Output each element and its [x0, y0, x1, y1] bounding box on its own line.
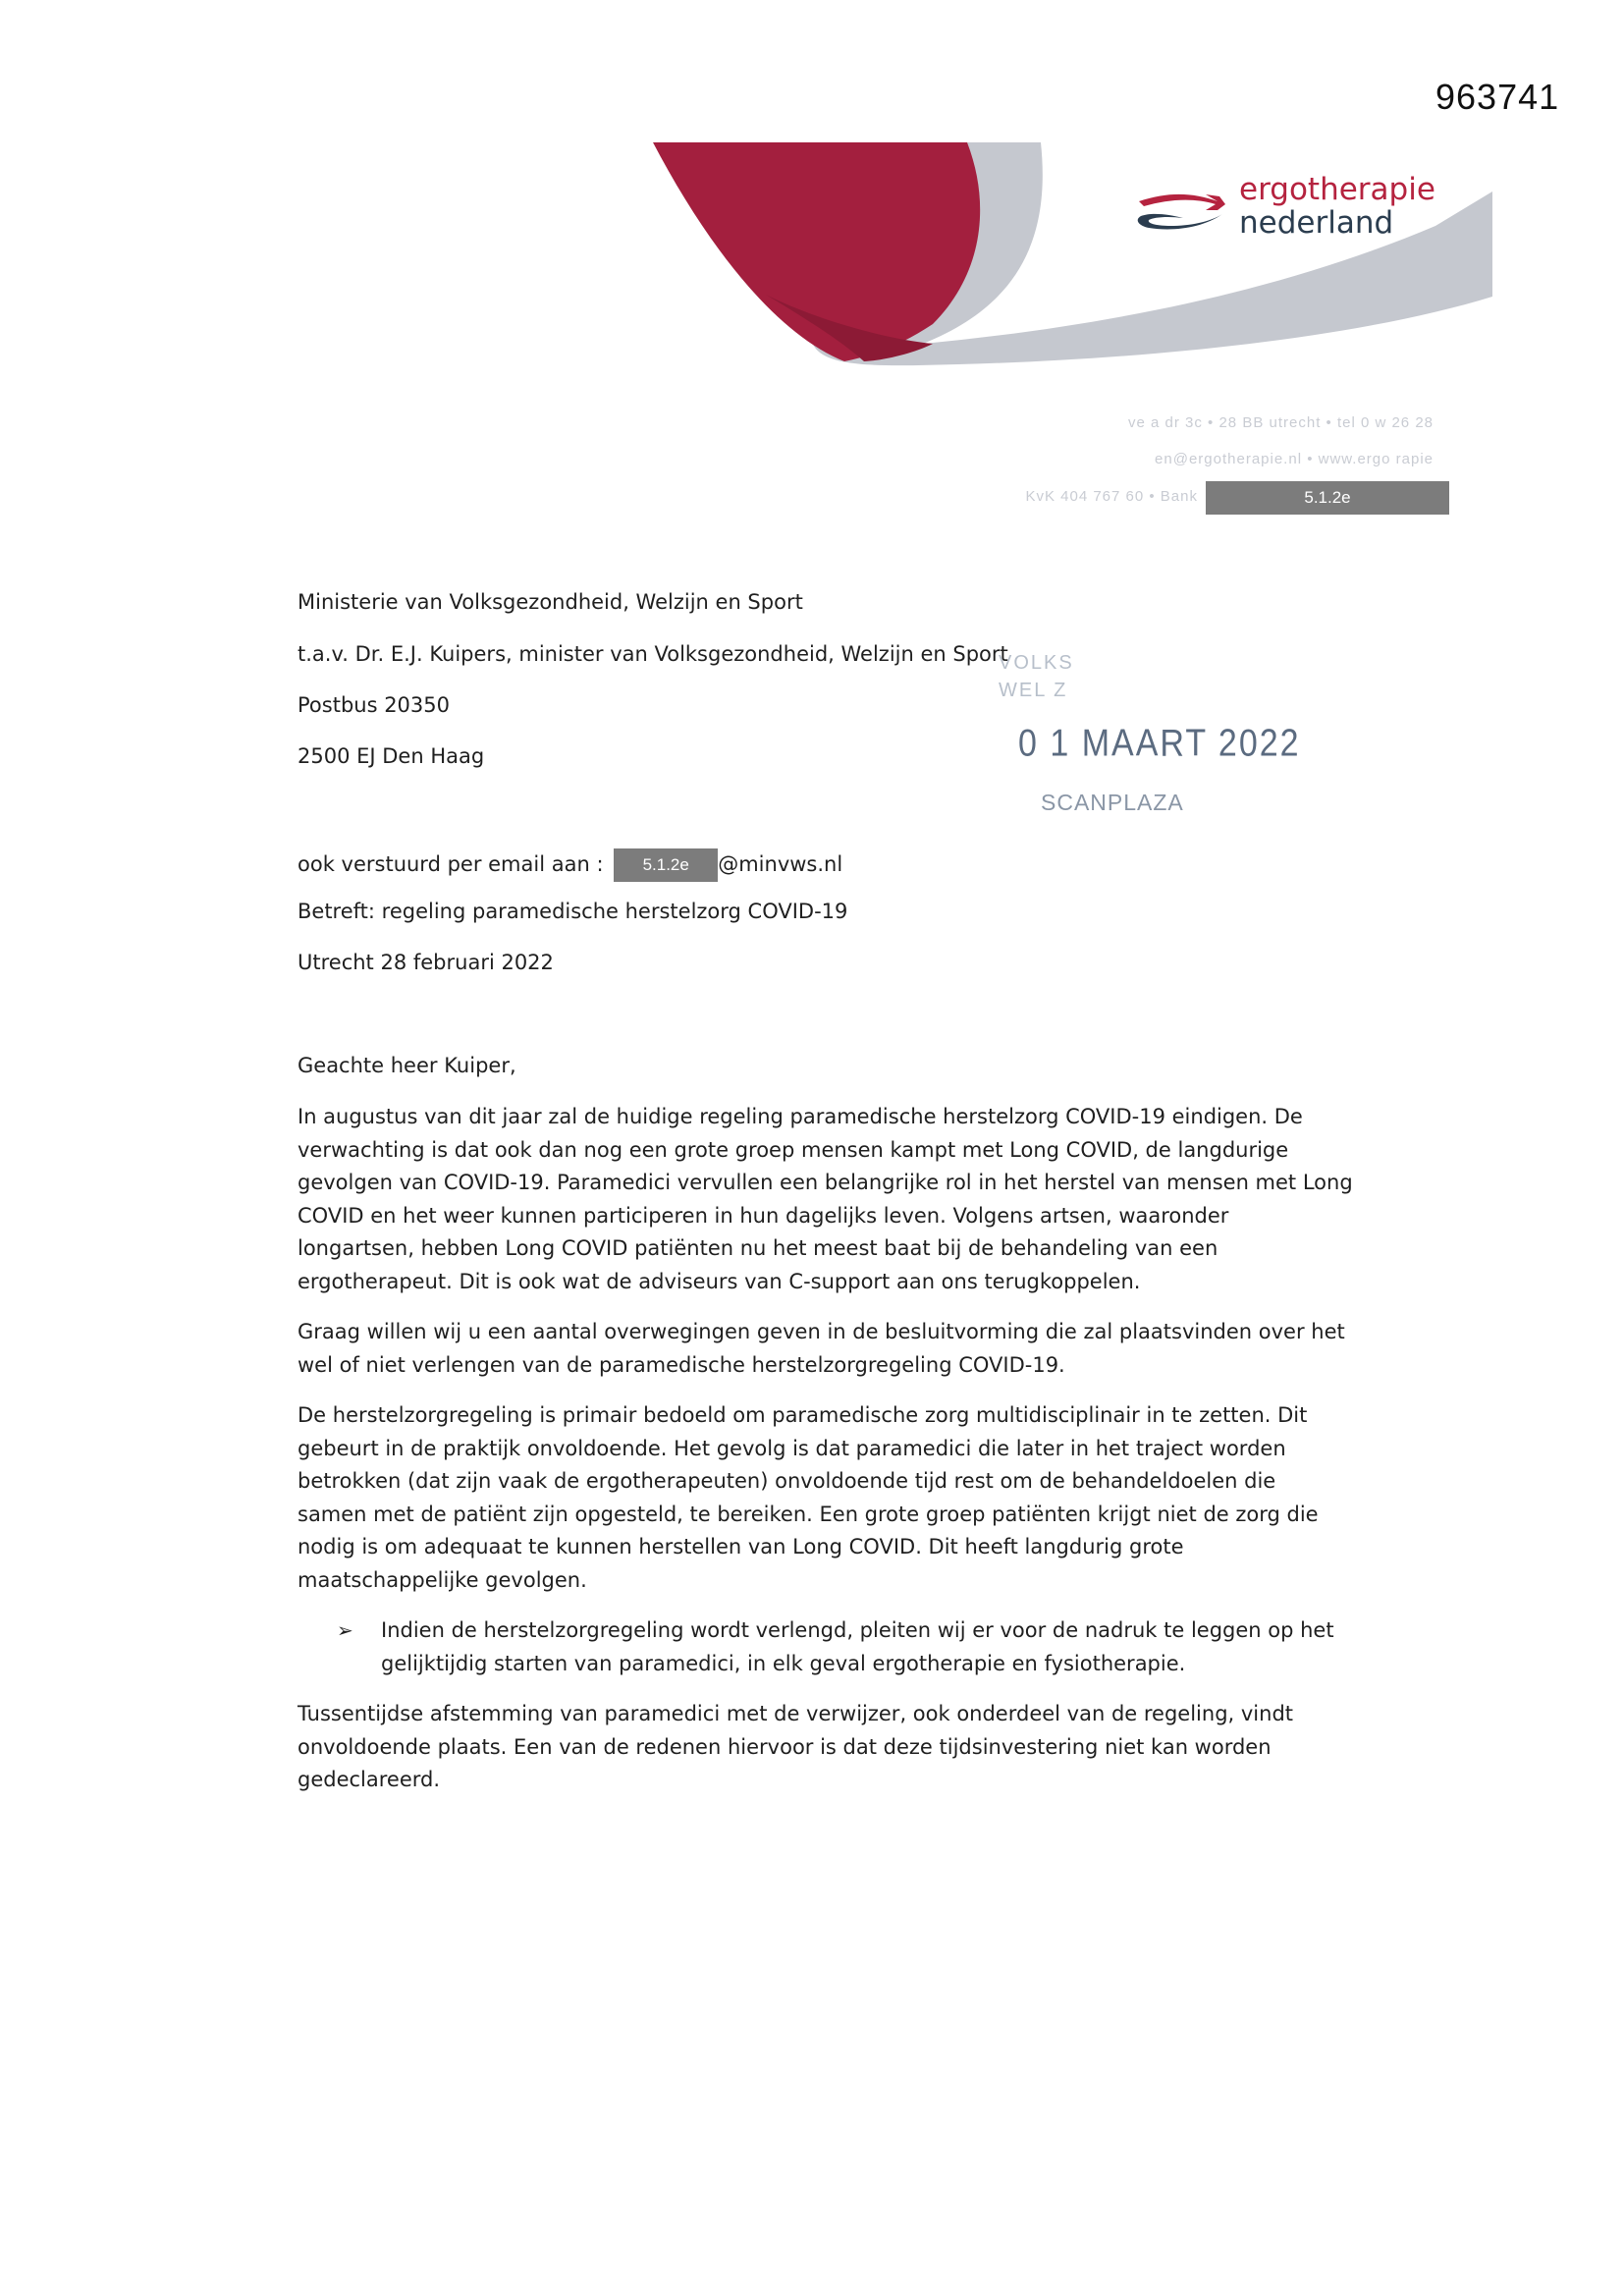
- paragraph-line: nodig is om adequaat te kunnen herstellen van Long COVID. Dit heeft langdurig grote: [298, 1535, 1184, 1558]
- paragraph-line: De herstelzorgregeling is primair bedoeld om paramedische zorg multidisciplinair in te zetten. Dit: [298, 1403, 1308, 1427]
- bullet-item: [337, 1614, 1338, 1683]
- recipient-line-4: 2500 EJ Den Haag: [298, 744, 485, 768]
- subject-line: Betreft: regeling paramedische herstelzorg COVID-19: [298, 900, 848, 923]
- email-suffix: @minvws.nl: [718, 852, 843, 876]
- bullet-line: gelijktijdig starten van paramedici, in elk geval ergotherapie en fysiotherapie.: [381, 1651, 1186, 1675]
- paragraph-line: Graag willen wij u een aantal overwegingen geven in de besluitvorming die zal plaatsvinden over het: [298, 1320, 1345, 1343]
- email-line: [298, 848, 1338, 882]
- email-redaction: 5.1.2e: [614, 848, 718, 882]
- recipient-line-2: t.a.v. Dr. E.J. Kuipers, minister van Volksgezondheid, Welzijn en Sport: [298, 642, 1008, 666]
- bank-redaction: 5.1.2e: [1206, 481, 1449, 515]
- document-number: 963741: [1435, 77, 1560, 117]
- paragraph-4: [298, 1698, 1338, 1797]
- logo-mark-top: [1139, 194, 1225, 210]
- stamp-fragment-2: WEL Z: [999, 680, 1068, 701]
- paragraph-line: COVID en het weer kunnen participeren in hun dagelijks leven. Volgens artsen, waaronder: [298, 1203, 1229, 1228]
- brand-name-line1: ergotherapie: [1239, 172, 1435, 207]
- contact-address-line: ve a dr 3c • 28 BB utrecht • tel 0 w 26 28: [1128, 414, 1434, 431]
- email-prefix: ook verstuurd per email aan :: [298, 852, 604, 876]
- stamp-fragment-1: VOLKS: [999, 652, 1074, 674]
- paragraph-line: In augustus van dit jaar zal de huidige regeling paramedische herstelzorg COVID-19 eindigen. De: [298, 1105, 1303, 1128]
- bullet-text: [381, 1614, 1363, 1680]
- place-date: Utrecht 28 februari 2022: [298, 951, 554, 974]
- bullet-line: Indien de herstelzorgregeling wordt verlengd, pleiten wij er voor de nadruk te leggen op het: [381, 1618, 1334, 1642]
- paragraph-line: samen met de patiënt zijn opgesteld, te bereiken. Een grote groep patiënten krijgt niet de zorg die: [298, 1502, 1319, 1526]
- contact-kvk-line: KvK 404 767 60 • Bank: [1025, 488, 1198, 505]
- received-stamp-date: 0 1 MAART 2022: [1018, 722, 1301, 765]
- paragraph-3: [298, 1399, 1338, 1597]
- paragraph-line: ergotherapeut. Dit is ook wat de adviseurs van C-support aan ons terugkoppelen.: [298, 1269, 1141, 1293]
- salutation: Geachte heer Kuiper,: [298, 1054, 516, 1077]
- recipient-line-1: Ministerie van Volksgezondheid, Welzijn en Sport: [298, 590, 803, 614]
- paragraph-1: [298, 1101, 1353, 1298]
- paragraph-line: gedeclareerd.: [298, 1768, 441, 1791]
- paragraph-line: onvoldoende plaats. Een van de redenen hiervoor is dat deze tijdsinvestering niet kan worden: [298, 1734, 1272, 1759]
- paragraph-line: maatschappelijke gevolgen.: [298, 1567, 587, 1592]
- logo-mark-bottom: [1138, 214, 1222, 230]
- contact-web-line: en@ergotherapie.nl • www.ergo rapie: [1155, 451, 1434, 467]
- paragraph-line: betrokken (dat zijn vaak de ergotherapeuten) onvoldoende tijd rest om de behandeldoelen die: [298, 1469, 1276, 1493]
- paragraph-line: Tussentijdse afstemming van paramedici met de verwijzer, ook onderdeel van de regeling, vindt: [298, 1702, 1294, 1725]
- brand-name-line2: nederland: [1239, 205, 1394, 241]
- brand-logo: [1239, 173, 1435, 240]
- arrow-bullet-icon: ➢: [337, 1618, 353, 1642]
- paragraph-line: gevolgen van COVID-19. Paramedici vervullen een belangrijke rol in het herstel van mensen met Long: [298, 1171, 1353, 1194]
- paragraph-line: wel of niet verlengen van de paramedische herstelzorgregeling COVID-19.: [298, 1352, 1065, 1377]
- paragraph-line: longartsen, hebben Long COVID patiënten nu het meest baat bij de behandeling van een: [298, 1236, 1218, 1260]
- paragraph-line: gebeurt in de praktijk onvoldoende. Het gevolg is dat paramedici die later in het traject worden: [298, 1436, 1286, 1460]
- paragraph-2: [298, 1316, 1345, 1382]
- received-stamp-scanplaza: SCANPLAZA: [1041, 790, 1184, 815]
- recipient-line-3: Postbus 20350: [298, 693, 450, 717]
- paragraph-line: verwachting is dat ook dan nog een grote groep mensen kampt met Long COVID, de langdurige: [298, 1137, 1289, 1162]
